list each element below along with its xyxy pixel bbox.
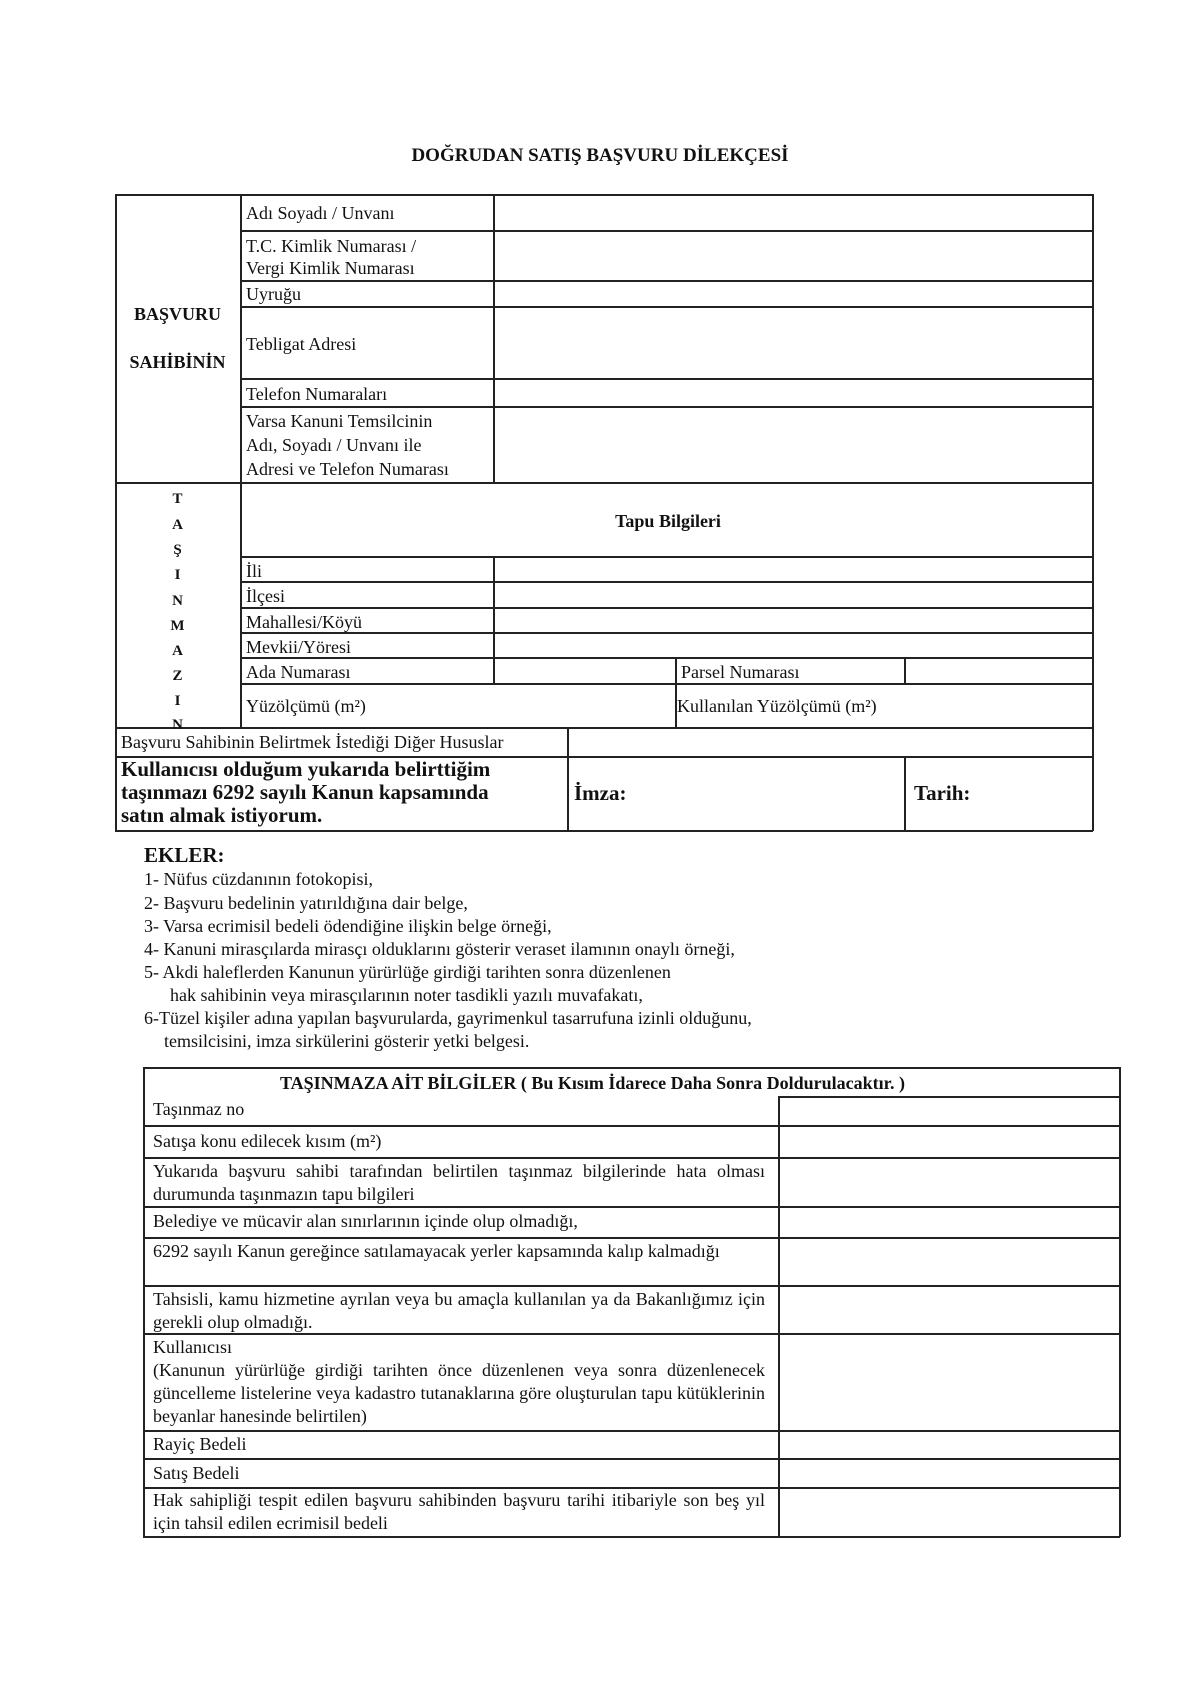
office-value-cell[interactable] bbox=[780, 1335, 1118, 1429]
side-letter: M bbox=[170, 618, 185, 634]
phone-input[interactable] bbox=[495, 380, 1091, 405]
field-label-used-area: Kullanılan Yüzölçümü (m²) bbox=[677, 696, 877, 716]
field-label-tax-id: Vergi Kimlik Numarası bbox=[246, 258, 415, 278]
nationality-input[interactable] bbox=[495, 282, 1091, 305]
field-label-representative-3: Adresi ve Telefon Numarası bbox=[246, 459, 449, 479]
name-input[interactable] bbox=[495, 196, 1091, 229]
signature-label: İmza: bbox=[574, 781, 627, 805]
applicant-side-label: BAŞVURU bbox=[133, 304, 221, 324]
field-label-district: İlçesi bbox=[246, 586, 285, 606]
page-title: DOĞRUDAN SATIŞ BAŞVURU DİLEKÇESİ bbox=[411, 145, 789, 166]
deed-info-header: Tapu Bilgileri bbox=[615, 511, 721, 531]
office-row-label: Belediye ve mücavir alan sınırlarının içinde olup olmadığı, bbox=[153, 1211, 578, 1231]
attachment-item: 4- Kanuni mirasçılarda mirasçı olduklarını gösterir veraset ilamının onaylı örneği, bbox=[144, 939, 735, 959]
field-label-area: Yüzölçümü (m²) bbox=[246, 696, 366, 716]
side-letter: Ş bbox=[173, 542, 182, 558]
office-value-cell[interactable] bbox=[780, 1489, 1118, 1535]
attachments-heading: EKLER: bbox=[144, 843, 225, 867]
office-value-cell[interactable] bbox=[780, 1159, 1118, 1205]
attachment-item: hak sahibinin veya mirasçılarının noter tasdikli yazılı muvafakatı, bbox=[170, 985, 643, 1005]
field-label-province: İli bbox=[246, 561, 262, 581]
neighborhood-input[interactable] bbox=[495, 609, 1091, 631]
field-label-name: Adı Soyadı / Unvanı bbox=[246, 203, 395, 223]
field-label-phone: Telefon Numaraları bbox=[246, 384, 388, 404]
signature-field[interactable] bbox=[640, 758, 902, 829]
office-row-label: Yukarıda başvuru sahibi tarafından belirtilen taşınmaz bilgilerinde hata olması durumunda taşınmazın tapu bilgileri bbox=[153, 1161, 765, 1204]
side-letter: T bbox=[172, 491, 183, 507]
attachment-item: 3- Varsa ecrimisil bedeli ödendiğine ilişkin belge örneği, bbox=[144, 916, 552, 936]
side-letter: I bbox=[174, 567, 181, 583]
attachment-item: 2- Başvuru bedelinin yatırıldığına dair belge, bbox=[144, 893, 468, 913]
office-row-label: Hak sahipliği tespit edilen başvuru sahibinden başvuru tarihi itibariyle son beş yıl için tahsil edilen ecrimisil bedeli bbox=[153, 1490, 765, 1533]
side-letter: I bbox=[174, 693, 181, 709]
side-letter: N bbox=[172, 717, 183, 733]
attachment-item: 5- Akdi haleflerden Kanunun yürürlüğe girdiği tarihten sonra düzenlenen bbox=[144, 962, 671, 982]
office-row-label: Satışa konu edilecek kısım (m²) bbox=[153, 1131, 382, 1151]
purchase-statement-2: taşınmazı 6292 sayılı Kanun kapsamında bbox=[121, 780, 489, 804]
block-number-input[interactable] bbox=[495, 659, 674, 682]
field-label-locality: Mevkii/Yöresi bbox=[246, 637, 351, 657]
office-value-cell[interactable] bbox=[780, 1098, 1118, 1124]
field-label-block: Ada Numarası bbox=[246, 662, 351, 682]
office-value-cell[interactable] bbox=[780, 1208, 1118, 1236]
other-matters-input[interactable] bbox=[569, 729, 1091, 755]
area-input[interactable] bbox=[495, 685, 674, 726]
side-letter: N bbox=[172, 593, 183, 609]
office-row-label: Kullanıcısı bbox=[153, 1337, 232, 1357]
side-letter: Z bbox=[172, 668, 183, 684]
side-letter: A bbox=[172, 517, 183, 533]
id-number-input[interactable] bbox=[495, 232, 1091, 279]
office-value-cell[interactable] bbox=[780, 1127, 1118, 1156]
field-label-other-matters: Başvuru Sahibinin Belirtmek İstediği Diğer Hususlar bbox=[121, 732, 504, 752]
side-letter: A bbox=[172, 643, 183, 659]
office-row-label: Tahsisli, kamu hizmetine ayrılan veya bu amaçla kullanılan ya da Bakanlığımız için gerekli olup olmadığı. bbox=[153, 1289, 765, 1332]
field-label-neighborhood: Mahallesi/Köyü bbox=[246, 612, 362, 632]
office-value-cell[interactable] bbox=[780, 1287, 1118, 1332]
office-section-header: TAŞINMAZA AİT BİLGİLER ( Bu Kısım İdarece Daha Sonra Doldurulacaktır. ) bbox=[280, 1073, 905, 1093]
field-label-representative-2: Adı, Soyadı / Unvanı ile bbox=[246, 435, 422, 455]
field-label-parcel: Parsel Numarası bbox=[681, 662, 800, 682]
office-value-cell[interactable] bbox=[780, 1432, 1118, 1457]
purchase-statement-3: satın almak istiyorum. bbox=[121, 803, 323, 827]
date-label: Tarih: bbox=[914, 781, 971, 805]
office-row-label: Rayiç Bedeli bbox=[153, 1434, 247, 1454]
province-input[interactable] bbox=[495, 558, 1091, 580]
representative-input[interactable] bbox=[495, 408, 1091, 481]
office-row-label: (Kanunun yürürlüğe girdiği tarihten önce düzenlenen veya sonra düzenlenecek güncelleme listelerine veya kadastro tutanaklarına göre oluşturulan tapu kütüklerinin beyanlar hanesinde belirtilen) bbox=[153, 1360, 765, 1426]
attachment-item: 6-Tüzel kişiler adına yapılan başvurularda, gayrimenkul tasarrufuna izinli olduğunu, bbox=[144, 1008, 752, 1028]
parcel-number-input[interactable] bbox=[906, 659, 1091, 682]
applicant-side-label-2: SAHİBİNİN bbox=[129, 352, 226, 372]
field-label-nationality: Uyruğu bbox=[246, 284, 301, 304]
date-field[interactable] bbox=[985, 758, 1090, 829]
office-value-cell[interactable] bbox=[780, 1239, 1118, 1284]
office-row-label: Satış Bedeli bbox=[153, 1463, 240, 1483]
field-label-address: Tebligat Adresi bbox=[246, 334, 357, 354]
office-row-label: Taşınmaz no bbox=[153, 1099, 245, 1119]
district-input[interactable] bbox=[495, 583, 1091, 606]
used-area-input[interactable] bbox=[906, 685, 1091, 726]
attachment-item: 1- Nüfus cüzdanının fotokopisi, bbox=[144, 869, 373, 889]
purchase-statement: Kullanıcısı olduğum yukarıda belirttiğim bbox=[121, 757, 491, 781]
office-row-label: 6292 sayılı Kanun gereğince satılamayacak yerler kapsamında kalıp kalmadığı bbox=[153, 1241, 720, 1261]
address-input[interactable] bbox=[495, 308, 1091, 377]
attachment-item: temsilcisini, imza sirkülerini gösterir yetki belgesi. bbox=[164, 1031, 530, 1051]
locality-input[interactable] bbox=[495, 634, 1091, 656]
field-label-id: T.C. Kimlik Numarası / bbox=[246, 236, 417, 256]
field-label-representative: Varsa Kanuni Temsilcinin bbox=[246, 411, 433, 431]
office-value-cell[interactable] bbox=[780, 1460, 1118, 1486]
